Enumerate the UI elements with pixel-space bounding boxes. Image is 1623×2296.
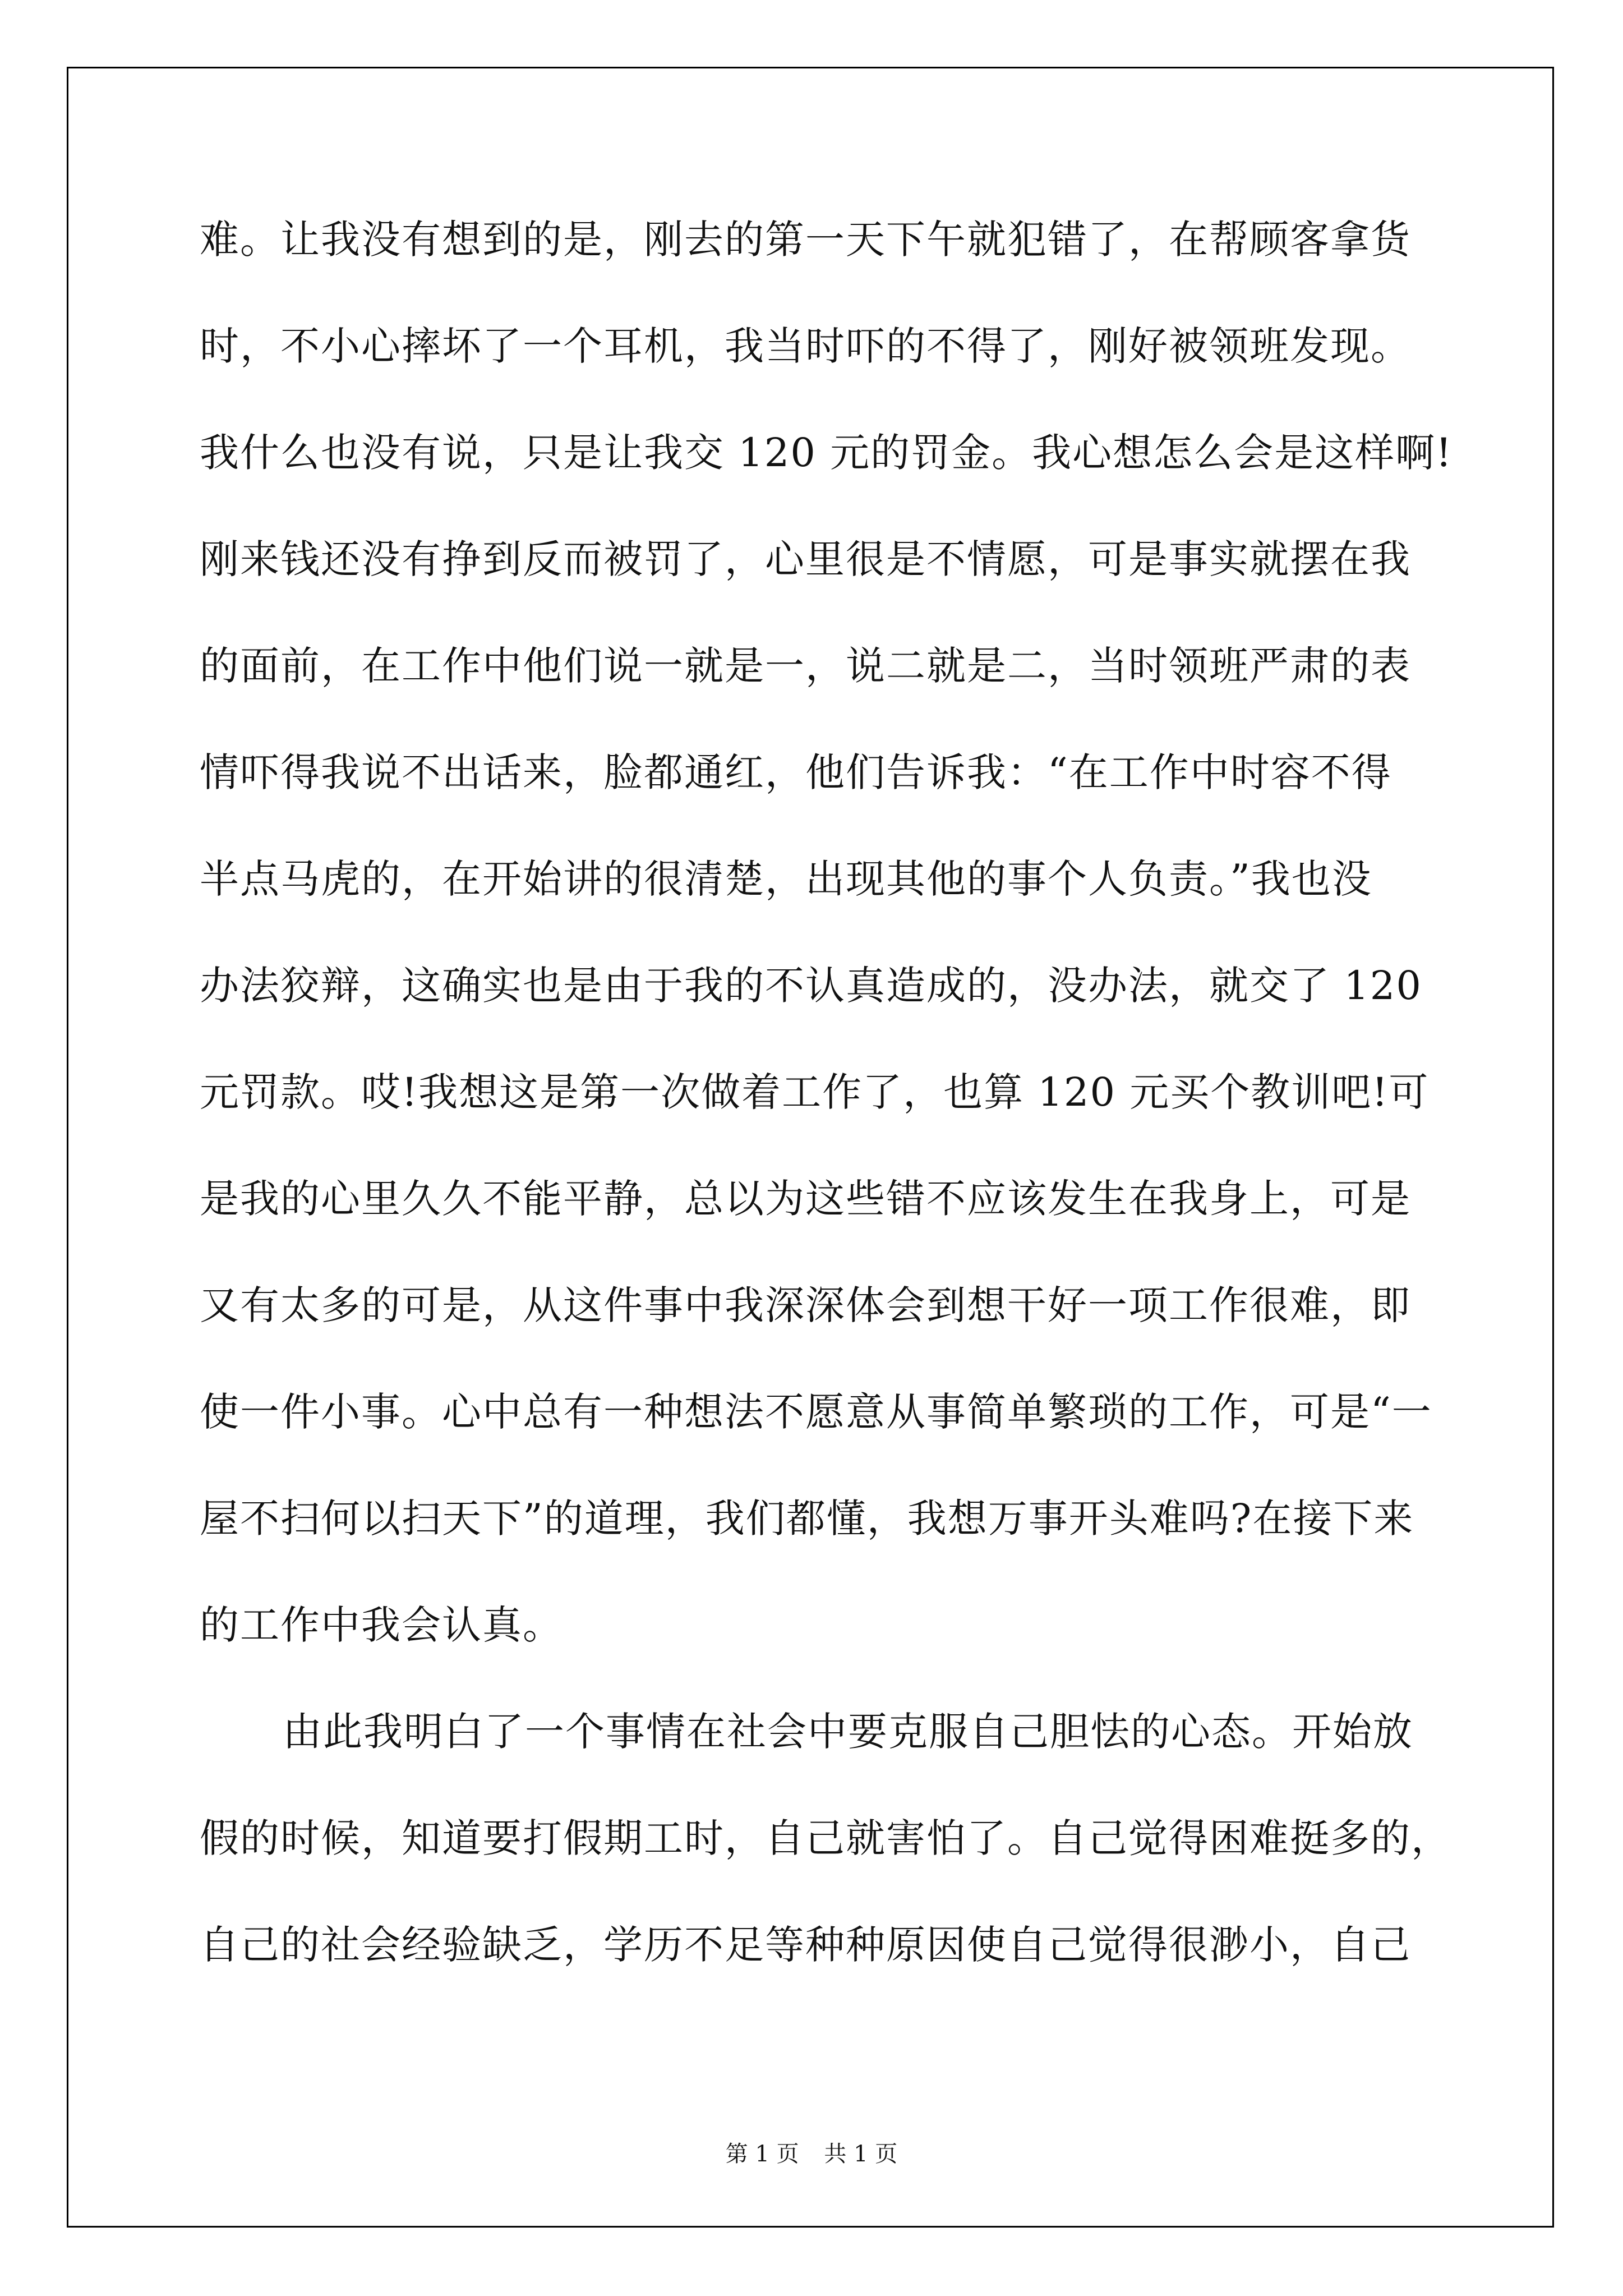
page-number: 第 1 页 [725,2141,799,2167]
text-line-8: 办法狡辩，这确实也是由于我的不认真造成的，没办法，就交了 120 [200,963,1422,1009]
page-footer [0,2136,1623,2168]
text-line-14: 的工作中我会认真。 [200,1602,563,1648]
document-body [200,217,1453,2032]
text-line-17: 自己的社会经验缺乏，学历不足等种种原因使自己觉得很渺小，自己 [200,1922,1411,1968]
text-line-1: 难。让我没有想到的是，刚去的第一天下午就犯错了，在帮顾客拿货 [200,217,1411,263]
text-line-5: 的面前，在工作中他们说一就是一，说二就是二，当时领班严肃的表 [200,643,1411,689]
text-line-4: 刚来钱还没有挣到反而被罚了，心里很是不情愿，可是事实就摆在我 [200,536,1411,582]
text-line-9: 元罚款。哎!我想这是第一次做着工作了，也算 120 元买个教训吧!可 [200,1069,1430,1115]
text-line-2: 时，不小心摔坏了一个耳机，我当时吓的不得了，刚好被领班发现。 [200,323,1411,369]
text-line-13: 屋不扫何以扫天下”的道理，我们都懂，我想万事开头难吗?在接下来 [200,1496,1414,1542]
text-line-7: 半点马虎的，在开始讲的很清楚，出现其他的事个人负责。”我也没 [200,856,1372,902]
text-line-16: 假的时候，知道要打假期工时，自己就害怕了。自己觉得困难挺多的， [200,1815,1451,1861]
text-line-11: 又有太多的可是，从这件事中我深深体会到想干好一项工作很难，即 [200,1282,1411,1328]
text-line-12: 使一件小事。心中总有一种想法不愿意从事简单繁琐的工作，可是“一 [200,1389,1432,1435]
text-line-6: 情吓得我说不出话来，脸都通红，他们告诉我：“在工作中时容不得 [200,749,1392,795]
page-total: 共 1 页 [824,2141,898,2167]
paragraph-start-line: 由此我明白了一个事情在社会中要克服自己胆怯的心态。开始放 [283,1709,1413,1755]
text-line-3: 我什么也没有说，只是让我交 120 元的罚金。我心想怎么会是这样啊! [200,430,1453,476]
text-line-10: 是我的心里久久不能平静，总以为这些错不应该发生在我身上，可是 [200,1176,1411,1222]
